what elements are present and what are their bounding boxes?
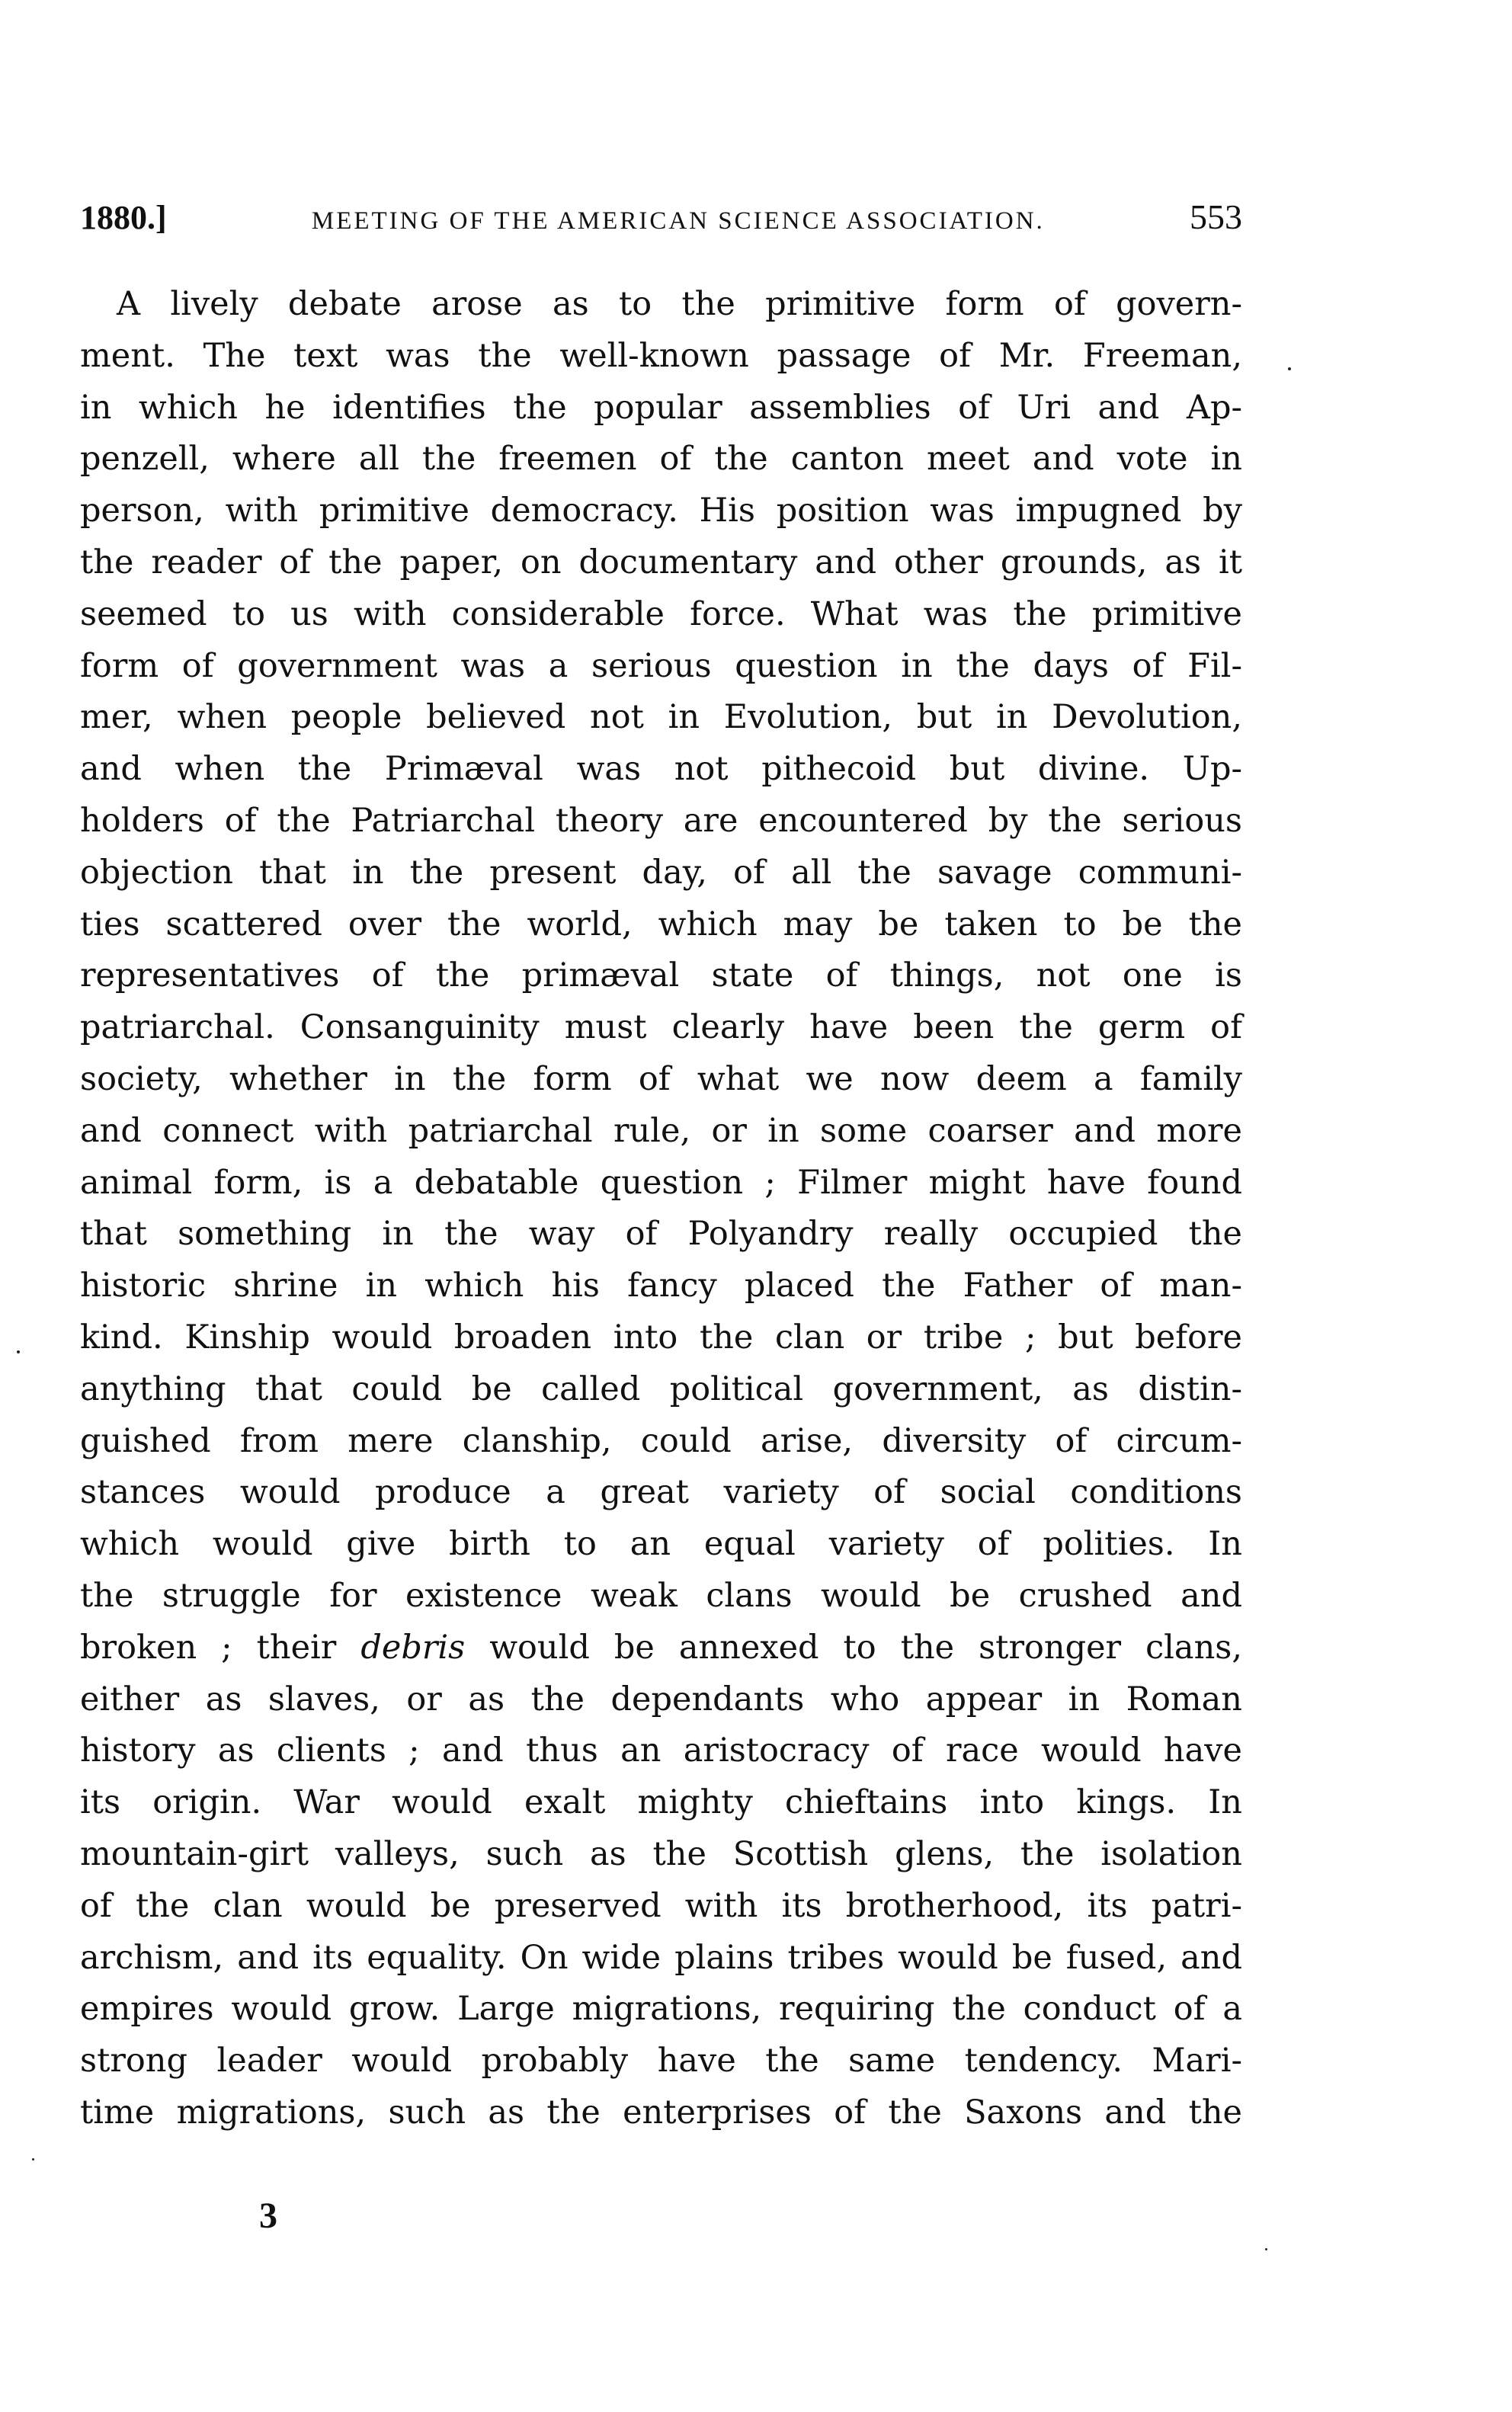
text-line: of the clan would be preserved with its brotherhood, its patri- bbox=[80, 1886, 1242, 1925]
signature-mark: 3 bbox=[259, 2196, 277, 2236]
text-line: holders of the Patriarchal theory are encountered by the serious bbox=[80, 801, 1242, 840]
text-line: history as clients ; and thus an aristocracy of race would have bbox=[80, 1731, 1242, 1770]
text-run: would be annexed to the stronger clans, bbox=[465, 1628, 1243, 1667]
header-year: 1880.] bbox=[80, 199, 167, 236]
text-line: strong leader would probably have the same tendency. Mari- bbox=[80, 2042, 1242, 2080]
text-line: animal form, is a debatable question ; Filmer might have found bbox=[80, 1163, 1242, 1202]
text-line: empires would grow. Large migrations, requiring the conduct of a bbox=[80, 1990, 1242, 2029]
text-line: which would give birth to an equal variety of polities. In bbox=[80, 1525, 1242, 1564]
text-line: seemed to us with considerable force. What was the primitive bbox=[80, 594, 1242, 633]
text-line: and connect with patriarchal rule, or in some coarser and more bbox=[80, 1111, 1242, 1150]
ink-speck bbox=[1265, 2248, 1267, 2250]
text-line: anything that could be called political government, as distin- bbox=[80, 1369, 1242, 1408]
text-line: patriarchal. Consanguinity must clearly have been the germ of bbox=[80, 1008, 1242, 1047]
text-line: stances would produce a great variety of social conditions bbox=[80, 1473, 1242, 1512]
text-line: in which he identifies the popular assemblies of Uri and Ap- bbox=[80, 388, 1242, 427]
text-line: person, with primitive democracy. His position was impugned by bbox=[80, 492, 1242, 530]
running-header bbox=[80, 197, 1242, 242]
body-paragraph bbox=[80, 279, 1242, 2139]
text-line: society, whether in the form of what we now deem a family bbox=[80, 1059, 1242, 1098]
text-line: guished from mere clanship, could arise, diversity of circum- bbox=[80, 1421, 1242, 1460]
ink-speck bbox=[17, 1350, 20, 1353]
text-line: time migrations, such as the enterprises of the Saxons and the bbox=[80, 2093, 1242, 2132]
text-line: mountain-girt valleys, such as the Scottish glens, the isolation bbox=[80, 1834, 1242, 1873]
text-line: ties scattered over the world, which may be taken to be the bbox=[80, 905, 1242, 943]
text-line: the reader of the paper, on documentary and other grounds, as it bbox=[80, 543, 1242, 581]
text-line: A lively debate arose as to the primitive form of govern- bbox=[117, 285, 1242, 323]
text-run: broken ; their bbox=[80, 1628, 361, 1667]
text-line: that something in the way of Polyandry really occupied the bbox=[80, 1215, 1242, 1254]
text-line: its origin. War would exalt mighty chieftains into kings. In bbox=[80, 1783, 1242, 1822]
text-line: either as slaves, or as the dependants who appear in Roman bbox=[80, 1680, 1242, 1719]
text-line: representatives of the primæval state of things, not one is bbox=[80, 956, 1242, 995]
text-line bbox=[80, 1622, 1242, 1674]
text-line: penzell, where all the freemen of the canton meet and vote in bbox=[80, 440, 1242, 479]
text-line: and when the Primæval was not pithecoid but divine. Up- bbox=[80, 750, 1242, 789]
text-line: historic shrine in which his fancy placed the Father of man- bbox=[80, 1267, 1242, 1305]
page-number: 553 bbox=[1190, 197, 1242, 236]
text-line: mer, when people believed not in Evolution, but in Devolution, bbox=[80, 698, 1242, 737]
text-line: objection that in the present day, of all the savage communi- bbox=[80, 853, 1242, 892]
ink-speck bbox=[1288, 367, 1291, 370]
running-title: MEETING OF THE AMERICAN SCIENCE ASSOCIATION. bbox=[311, 207, 1045, 235]
ink-speck bbox=[32, 2158, 34, 2161]
text-line: kind. Kinship would broaden into the clan or tribe ; but before bbox=[80, 1318, 1242, 1357]
italic-term: debris bbox=[360, 1628, 466, 1667]
text-line: form of government was a serious question in the days of Fil- bbox=[80, 646, 1242, 685]
text-line: ment. The text was the well-known passage of Mr. Freeman, bbox=[80, 336, 1242, 375]
text-line: archism, and its equality. On wide plains tribes would be fused, and bbox=[80, 1938, 1242, 1977]
text-line: the struggle for existence weak clans would be crushed and bbox=[80, 1576, 1242, 1615]
